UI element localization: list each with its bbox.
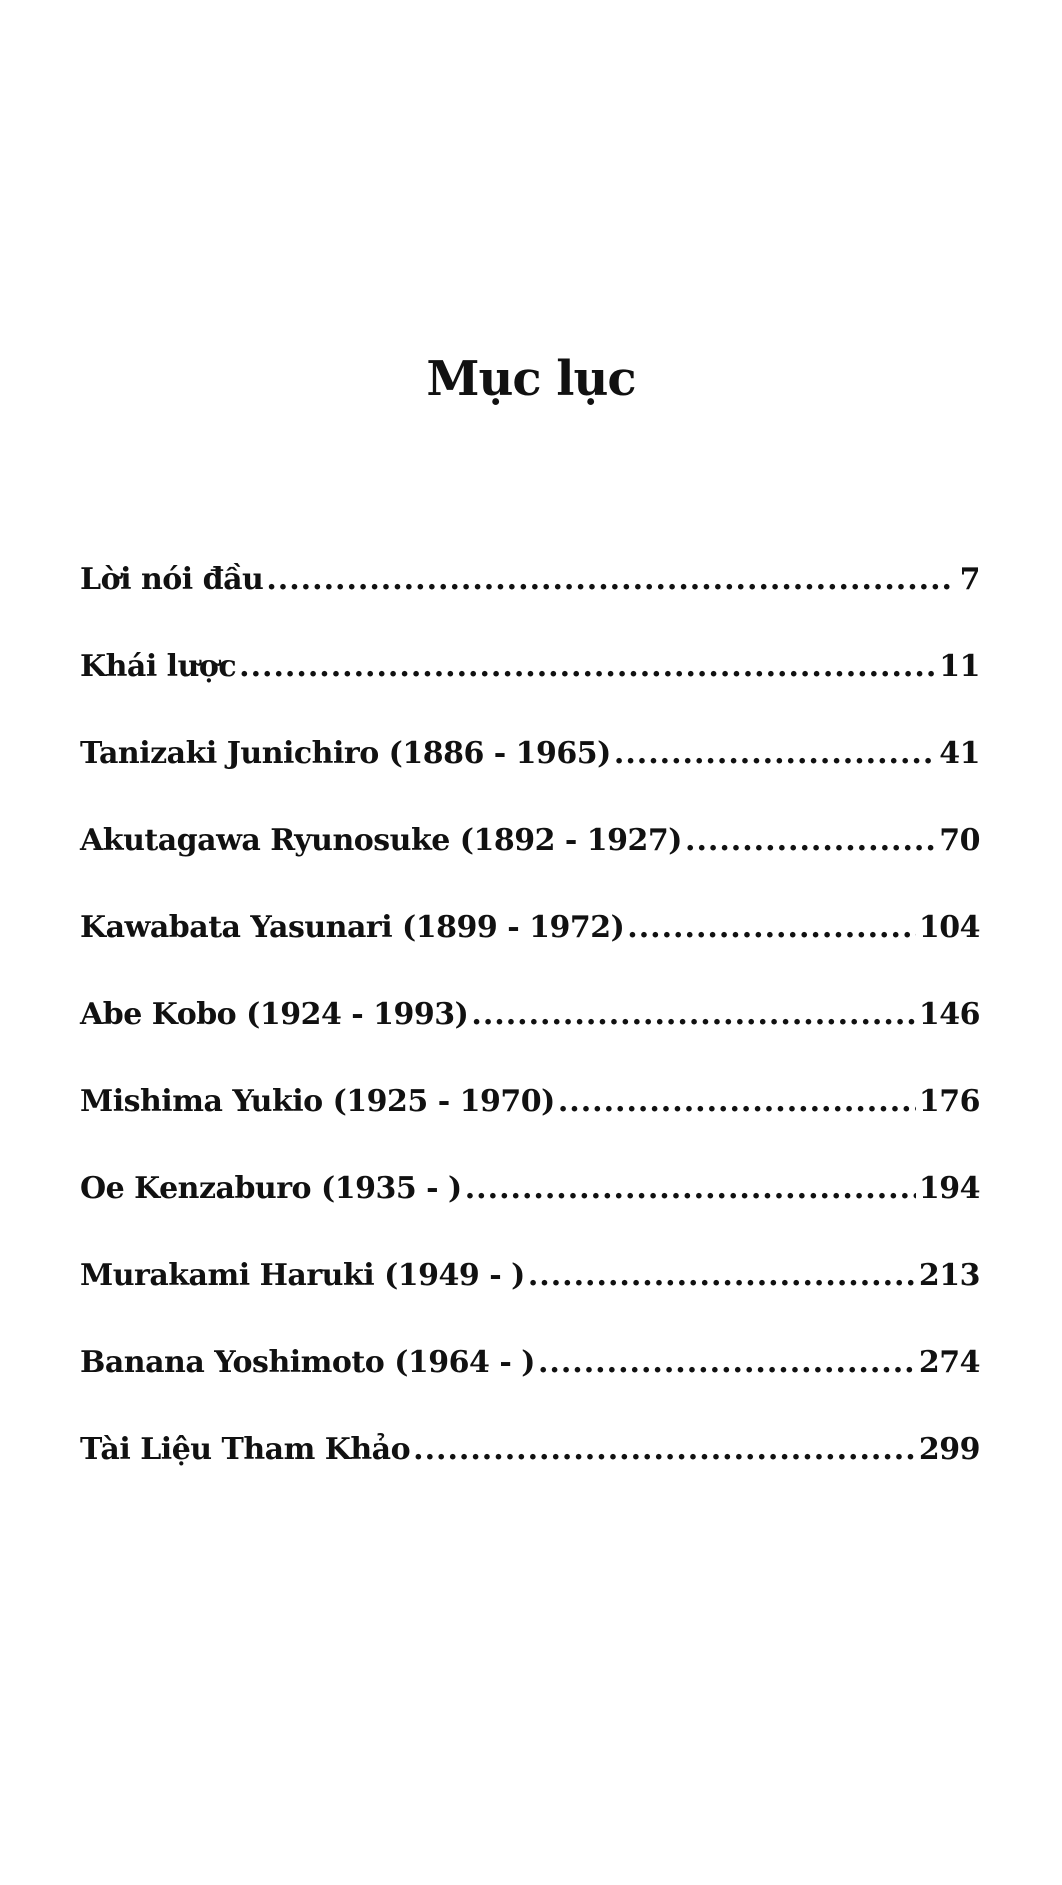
dot-leader (538, 1345, 916, 1380)
toc-entry-label: Oe Kenzaburo (1935 - ) (80, 1171, 462, 1206)
toc-entry (80, 1258, 980, 1345)
dot-leader (239, 649, 936, 684)
toc-entry (80, 823, 980, 910)
toc-entry-label: Murakami Haruki (1949 - ) (80, 1258, 525, 1293)
toc-entry-page: 146 (918, 997, 980, 1032)
dot-leader (627, 910, 916, 945)
toc-entry (80, 562, 980, 649)
toc-entry-page: 70 (939, 823, 980, 858)
toc-entry-label: Akutagawa Ryunosuke (1892 - 1927) (80, 823, 683, 858)
toc-entry-page: 11 (939, 649, 980, 684)
dot-leader (614, 736, 936, 771)
toc-entry-label: Banana Yoshimoto (1964 - ) (80, 1345, 535, 1380)
toc-entry-page: 7 (959, 562, 980, 597)
toc-entry-page: 176 (918, 1084, 980, 1119)
dot-leader (528, 1258, 916, 1293)
dot-leader (413, 1432, 916, 1467)
page-title: Mục lục (426, 351, 636, 407)
dot-leader (471, 997, 916, 1032)
toc-entry-label: Abe Kobo (1924 - 1993) (80, 997, 469, 1032)
toc-entry (80, 1345, 980, 1432)
toc-entry-label: Lời nói đầu (80, 562, 264, 597)
dot-leader (465, 1171, 916, 1206)
toc-entry-label: Mishima Yukio (1925 - 1970) (80, 1084, 555, 1119)
toc-entry-label: Khái lược (80, 649, 237, 684)
toc-entry-label: Tài Liệu Tham Khảo (80, 1432, 411, 1467)
toc-entry-page: 213 (918, 1258, 980, 1293)
dot-leader (266, 562, 953, 597)
toc-entry (80, 997, 980, 1084)
toc-entry-page: 194 (918, 1171, 980, 1206)
toc-entry-page: 104 (918, 910, 980, 945)
toc-entry-label: Tanizaki Junichiro (1886 - 1965) (80, 736, 611, 771)
toc-entry (80, 1171, 980, 1258)
dot-leader (558, 1084, 916, 1119)
toc-entry (80, 649, 980, 736)
toc-entry (80, 1084, 980, 1171)
toc-entry-page: 299 (918, 1432, 980, 1467)
toc-entry (80, 736, 980, 823)
toc-entry-page: 41 (939, 736, 980, 771)
table-of-contents (80, 562, 980, 1519)
toc-entry (80, 910, 980, 997)
dot-leader (685, 823, 936, 858)
toc-entry (80, 1432, 980, 1519)
toc-entry-label: Kawabata Yasunari (1899 - 1972) (80, 910, 625, 945)
toc-entry-page: 274 (918, 1345, 980, 1380)
